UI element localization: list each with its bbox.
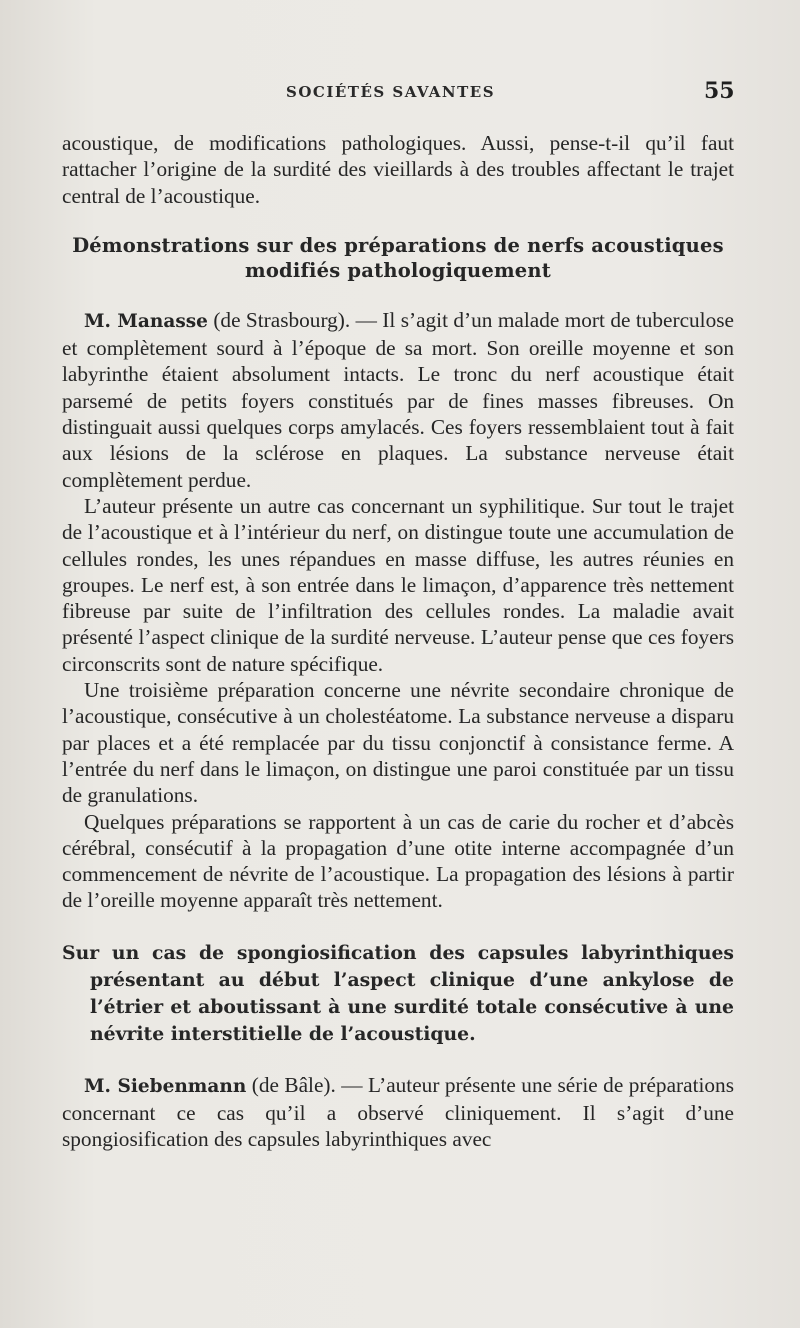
paragraph-manasse	[62, 307, 734, 493]
paragraph-caries-case: Quelques préparations se rapportent à un cas de carie du rocher et d’abcès cérébral, consécutif à la propagation d’une otite interne accompagnée d’un commencement de névrite de l’acoustique. La propagation des lésions à partir de l’oreille moyenne apparaît très nettement.	[62, 809, 734, 913]
speaker-name: M. Siebenmann	[84, 1075, 247, 1097]
page-number: 55	[704, 78, 735, 104]
paragraph-syphilitic-case: L’auteur présente un autre cas concernant un syphilitique. Sur tout le trajet de l’acoustique et à l’intérieur du nerf, on distingue toute une accumulation de cellules rondes, les unes répandues en masse diffuse, les autres réunies en groupes. Le nerf est, à son entrée dans le limaçon, d’apparence très nettement fibreuse par suite de l’infiltration des cellules rondes. La maladie avait présenté l’aspect clinique de la surdité nerveuse. L’auteur pense que ces foyers circonscrits sont de nature spécifique.	[62, 493, 734, 676]
speaker-name: M. Manasse	[84, 310, 208, 332]
paragraph-text: (de Bâle). — L’auteur présente une série de préparations concernant ce cas qu’il a observé cliniquement. Il s’agit d’une spongiosification des capsules labyrinthiques avec	[62, 1072, 734, 1152]
paragraph-siebenmann	[62, 1072, 734, 1153]
running-head: SOCIÉTÉS SAVANTES	[286, 83, 496, 101]
body-text	[62, 130, 734, 1153]
page-header	[0, 78, 800, 108]
paragraph-third-preparation: Une troisième préparation concerne une névrite secondaire chronique de l’acoustique, consécutive à un cholestéatome. La substance nerveuse a disparu par places et a été remplacée par du tissu conjonctif à consistance ferme. A l’entrée du nerf dans le limaçon, on distingue une paroi constituée par un tissu de granulations.	[62, 678, 734, 808]
section-heading-siebenmann: Sur un cas de spongiosification des capsules labyrinthiques présentant au début l’aspect clinique d’une ankylose de l’étrier et aboutissant à une surdité totale consécutive à une névrite interstitielle de l’acoustique.	[62, 941, 734, 1045]
section-heading-manasse: Démonstrations sur des préparations de nerfs acoustiques modifiés pathologiquement	[72, 233, 724, 282]
paragraph-continuation: acoustique, de modifications pathologiques. Aussi, pense-t-il qu’il faut rattacher l’origine de la surdité des vieillards à des troubles affectant le trajet central de l’acoustique.	[62, 131, 734, 208]
paragraph-text: (de Strasbourg). — Il s’agit d’un malade mort de tuberculose et complètement sourd à l’époque de sa mort. Son oreille moyenne et son labyrinthe étaient absolument intacts. Le tronc du nerf acoustique était parsemé de petits foyers constitués par de fines masses fibreuses. On distinguait aussi quelques corps amylacés. Ces foyers ressemblaient tout à fait aux lésions de la sclérose en plaques. La substance nerveuse était complètement perdue.	[62, 307, 734, 492]
